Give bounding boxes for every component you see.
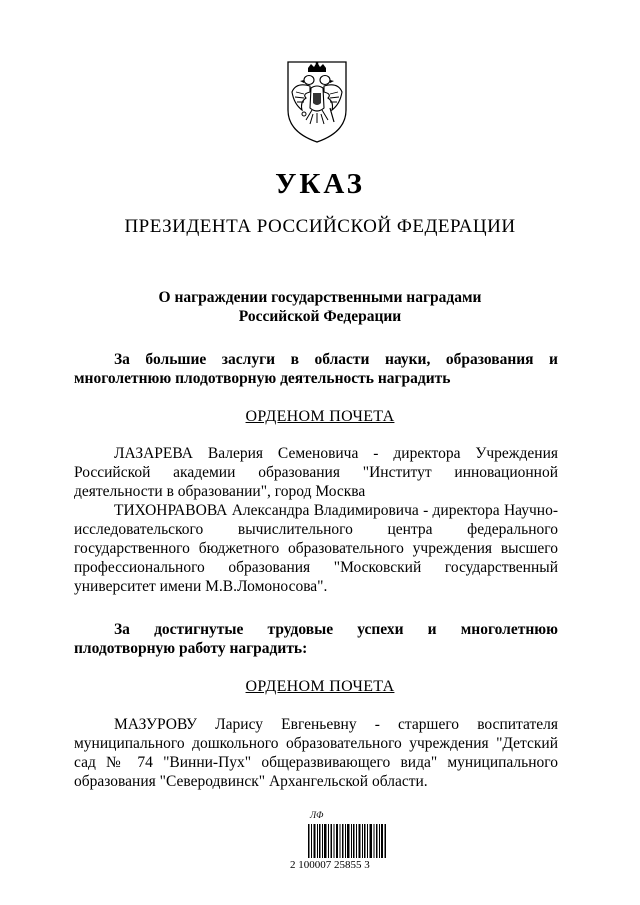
section2-intro: За достигнутые трудовые успехи и многолетнюю плодотворную работу наградить:: [74, 621, 558, 657]
barcode-mark: ЛФ: [310, 810, 324, 820]
decree-heading-line2: Российской Федерации: [238, 308, 402, 325]
section1-recipient-1: ЛАЗАРЕВА Валерия Семеновича - директора Учреждения Российской академии образования "Институт инновационной деятельности в образовании", город Москва: [74, 445, 558, 500]
document-title: УКАЗ: [275, 168, 365, 200]
decree-heading: [0, 288, 640, 326]
section1-recipient-2: ТИХОНРАВОВА Александра Владимировича - директора Научно-исследовательского вычислительного центра федерального государственного бюджетного образовательного учреждения высшего профессионального образования "Московский государственный университет имени М.В.Ломоносова".: [74, 502, 558, 595]
decree-heading-line1: О награждении государственными наградами: [158, 289, 482, 306]
barcode: [290, 810, 390, 871]
barcode-icon: [308, 824, 386, 858]
section1-intro: За большие заслуги в области науки, образования и многолетнюю плодотворную деятельность наградить: [74, 351, 558, 387]
section2-award: ОРДЕНОМ ПОЧЕТА: [245, 678, 395, 695]
section1-award: ОРДЕНОМ ПОЧЕТА: [245, 408, 395, 425]
document-subtitle: ПРЕЗИДЕНТА РОССИЙСКОЙ ФЕДЕРАЦИИ: [124, 216, 516, 237]
section2-recipient-1: МАЗУРОВУ Ларису Евгеньевну - старшего воспитателя муниципального дошкольного образовательного учреждения "Детский сад № 74 "Винни-Пух" общеразвивающего вида" муниципального образования "Северодвинск" Архангельской области.: [74, 716, 558, 790]
coat-of-arms-icon: [284, 58, 350, 144]
barcode-number: 2 100007 25855 3: [290, 859, 370, 871]
